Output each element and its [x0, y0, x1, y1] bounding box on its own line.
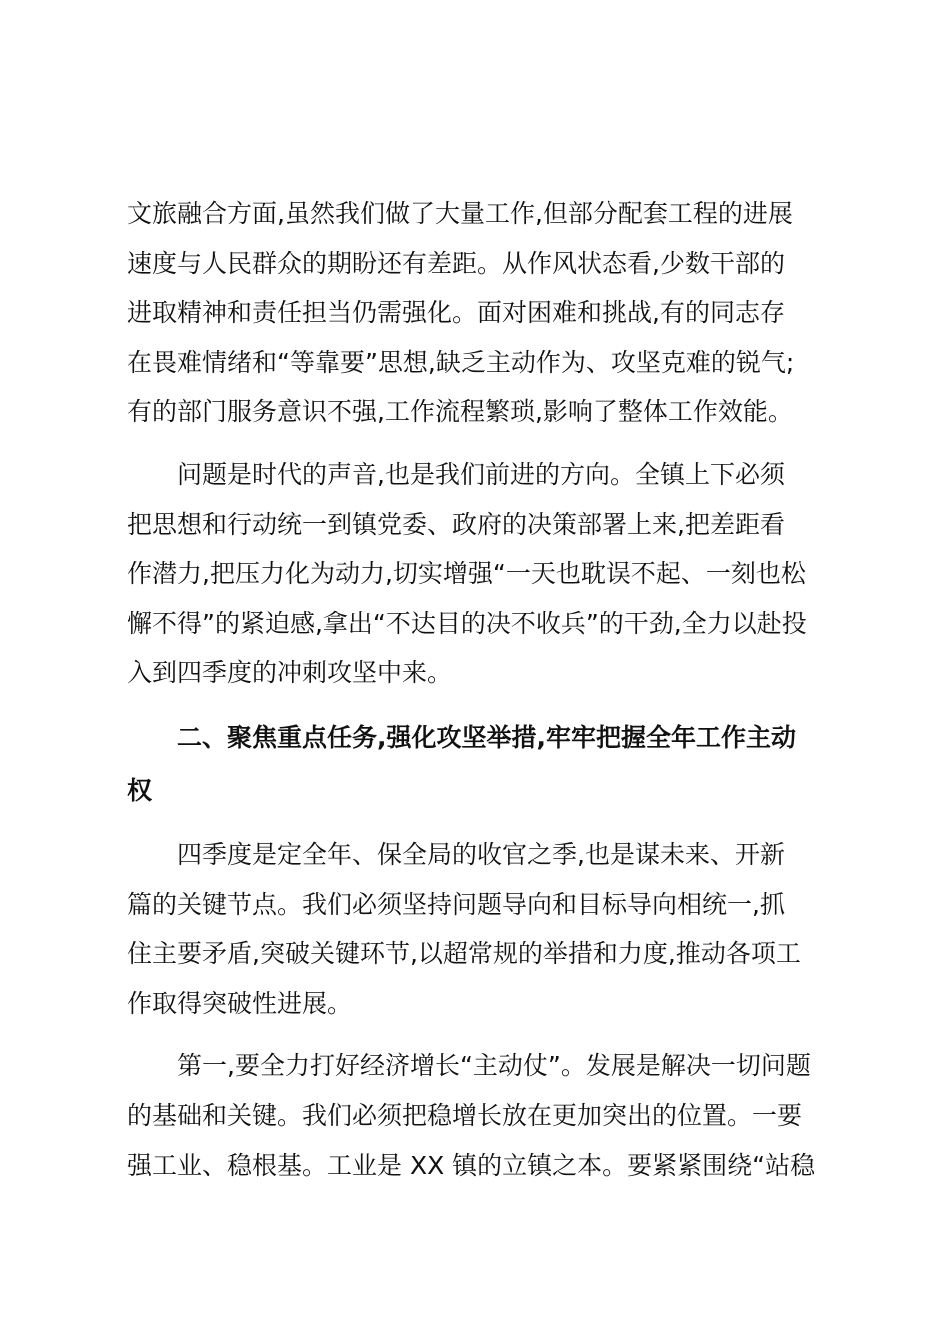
text-line: 的基础和关键。我们必须把稳增长放在更加突出的位置。一要 — [127, 1100, 803, 1130]
text-line: 第一,要全力打好经济增长“主动仗”。发展是解决一切问题 — [177, 1051, 811, 1081]
heading-line: 二、聚焦重点任务,强化攻坚举措,牢牢把握全年工作主动 — [177, 722, 796, 752]
text-line: 篇的关键节点。我们必须坚持问题导向和目标导向相统一,抓 — [127, 889, 785, 919]
section-heading — [127, 711, 825, 817]
text-line: 进取精神和责任担当仍需强化。面对困难和挑战,有的同志存 — [127, 298, 785, 328]
text-line: 在畏难情绪和“等靠要”思想,缺乏主动作为、攻坚克难的锐气; — [127, 347, 795, 377]
text-line: 入到四季度的冲刺攻坚中来。 — [127, 658, 453, 688]
text-line: 住主要矛盾,突破关键环节,以超常规的举措和力度,推动各项工 — [127, 939, 801, 969]
heading-line: 权 — [127, 775, 153, 805]
text-line: 强工业、稳根基。工业是 XX 镇的立镇之本。要紧紧围绕“站稳 — [127, 1150, 816, 1180]
text-line: 文旅融合方面,虽然我们做了大量工作,但部分配套工程的进展 — [127, 199, 793, 228]
text-line: 作取得突破性进展。 — [127, 988, 353, 1018]
text-line: 把思想和行动统一到镇党委、政府的决策部署上来,把差距看 — [127, 509, 785, 539]
paragraph-2 — [127, 450, 825, 698]
paragraph-1 — [127, 189, 825, 437]
document-body — [127, 189, 825, 1190]
text-line: 问题是时代的声音,也是我们前进的方向。全镇上下必须 — [177, 459, 785, 489]
text-line: 速度与人民群众的期盼还有差距。从作风状态看,少数干部的 — [127, 248, 785, 278]
paragraph-3 — [127, 830, 825, 1028]
text-line: 有的部门服务意识不强,工作流程繁琐,影响了整体工作效能。 — [127, 397, 793, 427]
text-line: 四季度是定全年、保全局的收官之季,也是谋未来、开新 — [177, 839, 785, 869]
text-line: 作潜力,把压力化为动力,切实增强“一天也耽误不起、一刻也松 — [127, 559, 806, 589]
paragraph-4 — [127, 1041, 825, 1190]
text-line: 懈不得”的紧迫感,拿出“不达目的决不收兵”的干劲,全力以赴投 — [127, 608, 807, 638]
